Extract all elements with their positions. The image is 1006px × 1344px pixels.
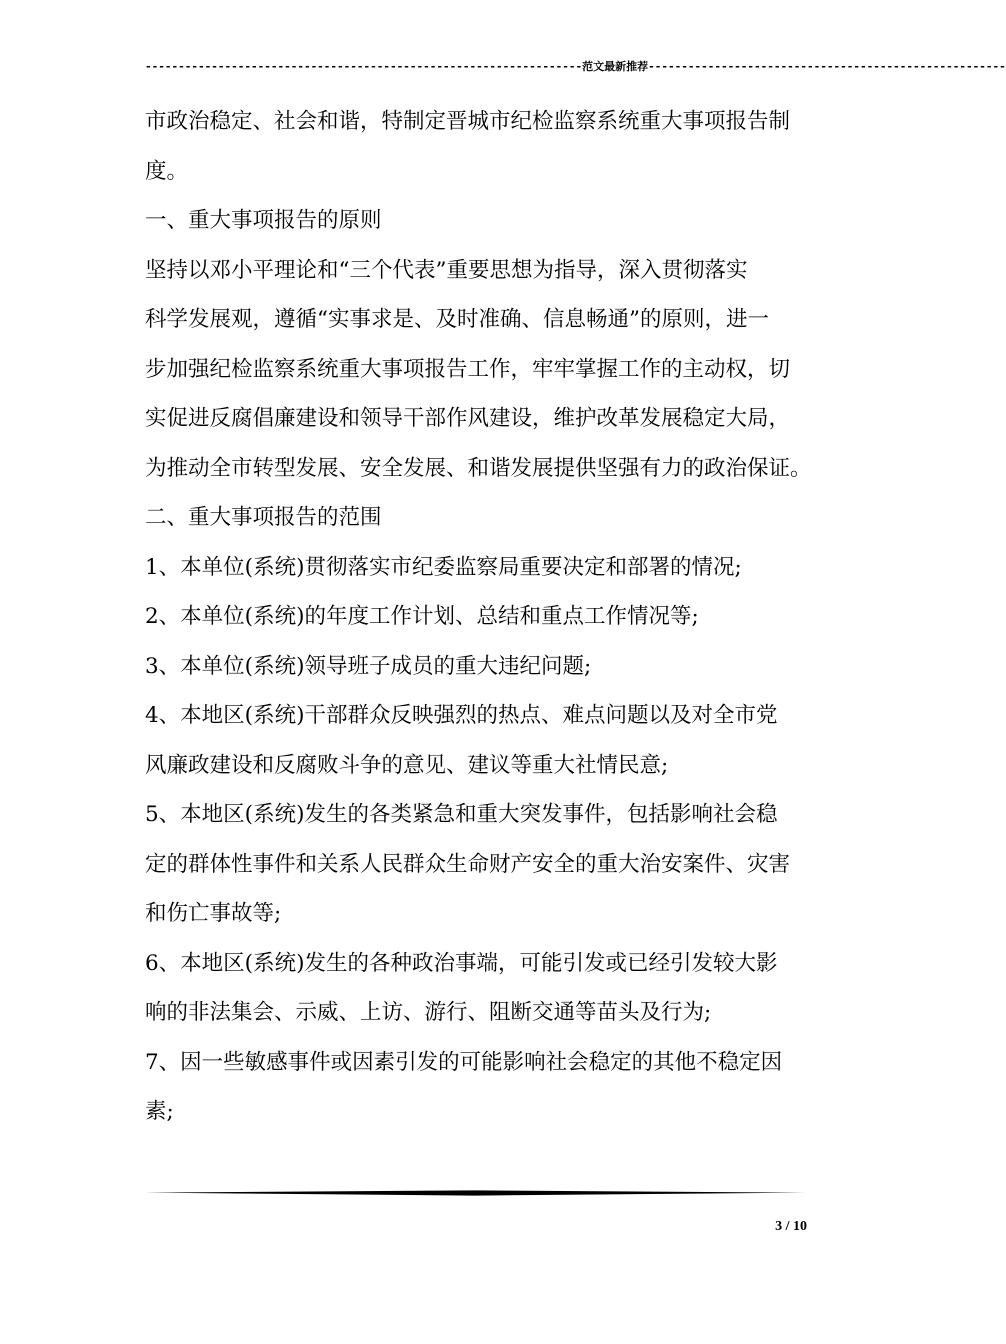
text-line: 为推动全市转型发展、安全发展、和谐发展提供坚强有力的政治保证。 — [145, 455, 812, 481]
text-line: 素; — [145, 1099, 174, 1124]
document-body — [145, 97, 812, 1137]
text-line: 坚持以邓小平理论和“三个代表”重要思想为指导，深入贯彻落实 — [145, 257, 748, 283]
text-line: 度。 — [145, 158, 189, 184]
page-header — [145, 58, 1006, 74]
list-item: 6、本地区(系统)发生的各种政治事端，可能引发或已经引发较大影 — [145, 950, 778, 976]
text-line: 市政治稳定、社会和谐，特制定晋城市纪检监察系统重大事项报告制 — [145, 109, 791, 134]
text-line: 步加强纪检监察系统重大事项报告工作，牢牢掌握工作的主动权，切 — [145, 356, 791, 382]
text-line: 实促进反腐倡廉建设和领导干部作风建设，维护改革发展稳定大局， — [145, 406, 791, 431]
text-line: 响的非法集会、示威、上访、游行、阻断交通等苗头及行为; — [145, 1000, 712, 1025]
footer-divider — [145, 1190, 805, 1196]
page-number: 3 / 10 — [775, 1219, 807, 1234]
list-item: 5、本地区(系统)发生的各类紧急和重大突发事件，包括影响社会稳 — [145, 802, 778, 827]
list-item: 2、本单位(系统)的年度工作计划、总结和重点工作情况等; — [145, 604, 699, 629]
text-line: 风廉政建设和反腐败斗争的意见、建议等重大社情民意; — [145, 752, 669, 778]
text-line: 和伤亡事故等; — [145, 901, 282, 926]
section-heading: 一、重大事项报告的原则 — [145, 208, 382, 233]
text-line: 科学发展观，遵循“实事求是、及时准确、信息畅通”的原则，进一 — [145, 307, 769, 332]
list-item: 4、本地区(系统)干部群众反映强烈的热点、难点问题以及对全市党 — [145, 703, 778, 728]
list-item: 3、本单位(系统)领导班子成员的重大违纪问题; — [145, 653, 592, 679]
list-item: 7、因一些敏感事件或因素引发的可能影响社会稳定的其他不稳定因 — [145, 1049, 783, 1075]
header-right-dashes: ------------------------------------------------------ — [648, 60, 1006, 73]
list-item: 1、本单位(系统)贯彻落实市纪委监察局重要决定和部署的情况; — [145, 554, 742, 580]
text-line: 定的群体性事件和关系人民群众生命财产安全的重大治安案件、灾害 — [145, 851, 791, 877]
section-heading: 二、重大事项报告的范围 — [145, 505, 382, 530]
header-title: 范文最新推荐 — [582, 60, 649, 73]
header-left-dashes: ------------------------------------------------------------------ — [145, 60, 583, 73]
